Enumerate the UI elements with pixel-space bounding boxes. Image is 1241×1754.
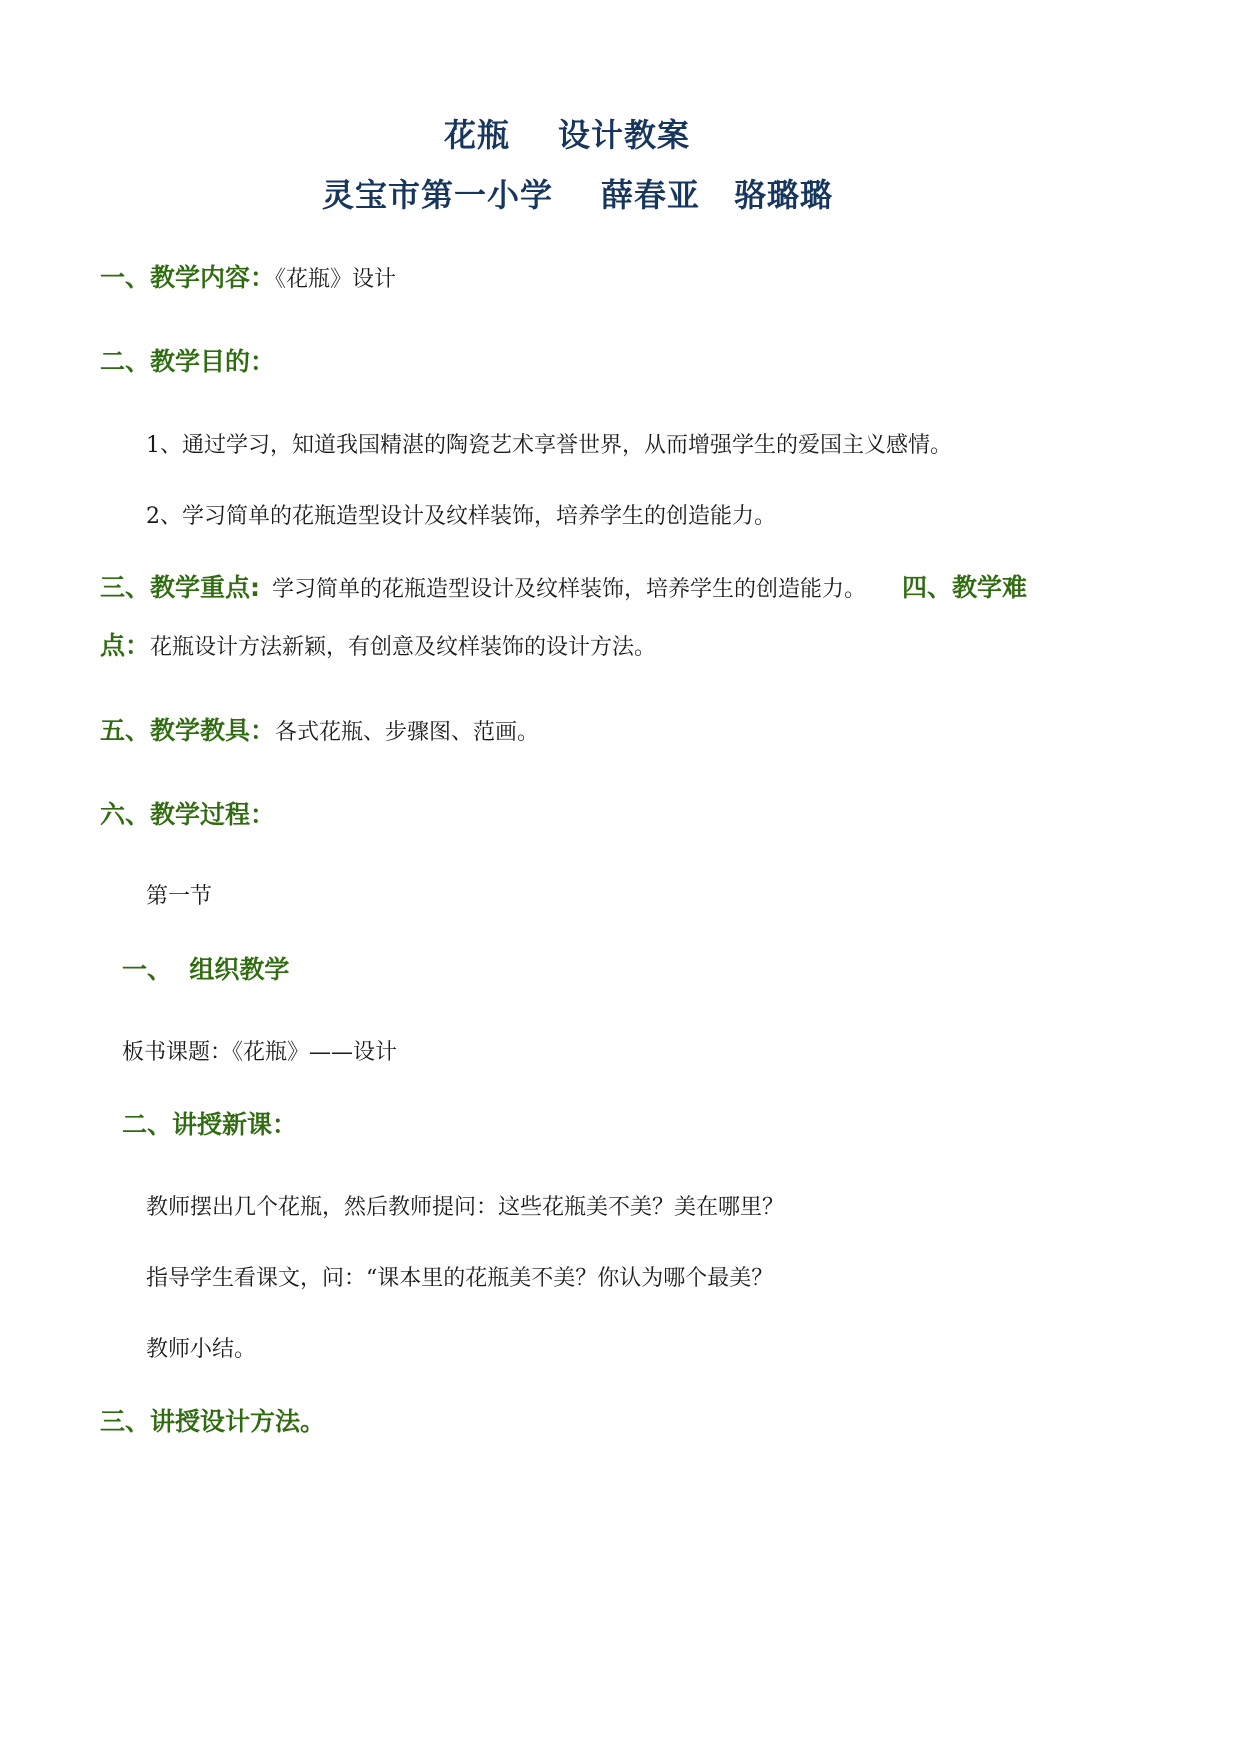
section-process-heading: 六、教学过程： [100,800,276,829]
objective-item-2: 2、学习简单的花瓶造型设计及纹样装饰，培养学生的创造能力。 [146,504,776,529]
step-organize-heading: 一、 组织教学 [122,955,290,984]
step-new-lesson-line-2: 指导学生看课文，问：“课本里的花瓶美不美？你认为哪个最美？ [146,1266,774,1291]
title-vase: 花瓶 [444,116,511,154]
section-difficulty-text: 花瓶设计方法新颖，有创意及纹样装饰的设计方法。 [150,635,657,660]
section-difficulty [100,626,656,662]
section-difficulty-heading-part1: 四、教学难 [902,573,1028,602]
section-objectives-heading: 二、教学目的： [100,347,276,376]
doc-title-line2 [322,170,833,216]
section-key-points [100,568,1027,604]
section-difficulty-heading-part2: 点： [100,631,151,660]
author-2: 骆璐璐 [734,176,834,214]
section-key-points-heading: 三、教学重点: [100,573,260,602]
section-content-heading: 一、教学内容： [100,263,276,292]
section-teaching-aids-text: 各式花瓶、步骤图、范画。 [275,720,540,745]
section-content [100,258,396,294]
step-new-lesson-line-1: 教师摆出几个花瓶，然后教师提问：这些花瓶美不美？美在哪里？ [146,1195,785,1220]
lesson-section-label: 第一节 [146,884,213,909]
school-name: 灵宝市第一小学 [322,176,554,214]
doc-title-line1 [444,110,690,156]
title-design-plan: 设计教案 [558,116,691,154]
section-teaching-aids [100,711,539,747]
section-key-points-text: 学习简单的花瓶造型设计及纹样装饰，培养学生的创造能力。 [272,577,867,602]
objective-item-1: 1、通过学习，知道我国精湛的陶瓷艺术享誉世界，从而增强学生的爱国主义感情。 [146,433,952,458]
section-content-text: 《花瓶》设计 [275,267,397,292]
step-design-method-heading: 三、讲授设计方法。 [100,1407,326,1436]
author-1: 薛春亚 [601,176,701,214]
step-new-lesson-heading: 二、讲授新课： [122,1110,298,1139]
step-organize-text: 板书课题：《花瓶》——设计 [122,1040,398,1065]
section-teaching-aids-heading: 五、教学教具： [100,716,276,745]
step-new-lesson-line-3: 教师小结。 [146,1337,257,1362]
